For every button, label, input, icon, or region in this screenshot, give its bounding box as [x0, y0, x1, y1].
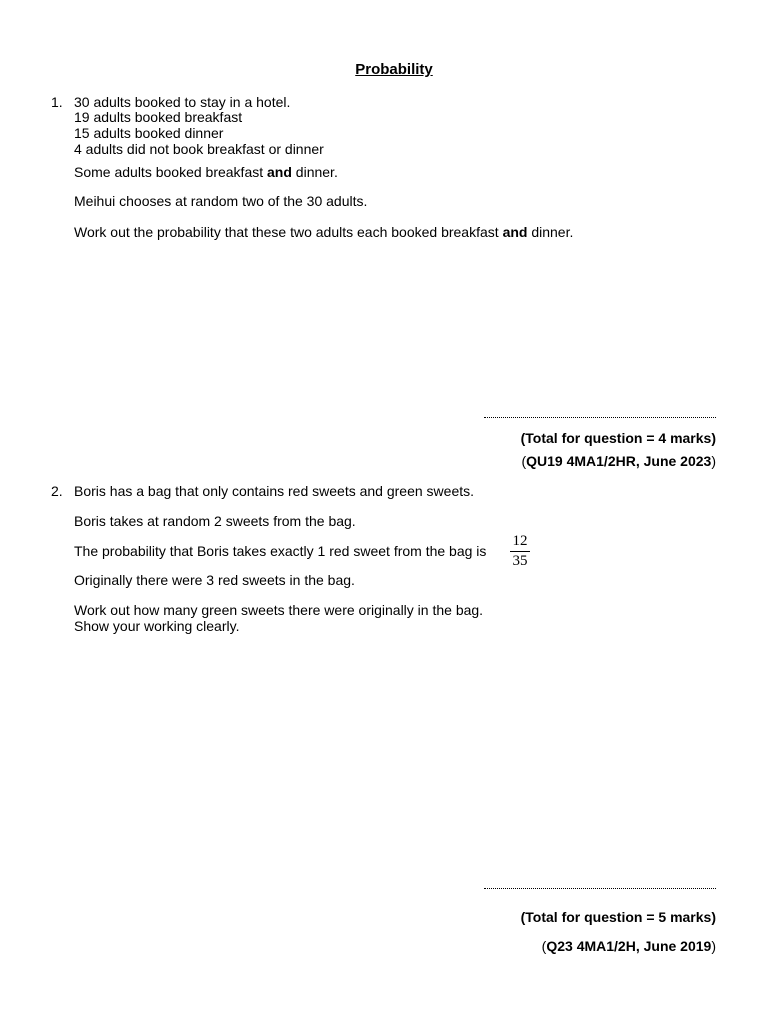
q2-paragraph-5-line-2: Show your working clearly.	[74, 618, 240, 634]
q2-source-close: )	[711, 938, 716, 954]
q1-p1-text-b: dinner.	[291, 164, 338, 180]
q1-p3-bold: and	[502, 224, 528, 240]
q2-paragraph-4: Originally there were 3 red sweets in the bag.	[74, 572, 355, 588]
q1-line-4: 4 adults did not book breakfast or dinner	[74, 141, 324, 157]
q2-paragraph-1: Boris has a bag that only contains red sweets and green sweets.	[74, 483, 475, 499]
q1-source	[521, 453, 716, 469]
q2-source-open: (	[541, 938, 547, 954]
q1-p3-text-a: Work out the probability that these two adults each booked breakfast	[74, 224, 503, 240]
q2-paragraph-5-line-1: Work out how many green sweets there were originally in the bag.	[74, 602, 484, 618]
question-1-number: 1.	[51, 94, 63, 110]
q2-source-text: Q23 4MA1/2H, June 2019	[546, 938, 712, 954]
q2-source	[542, 938, 716, 954]
q1-source-close: )	[711, 453, 716, 469]
question-2-number: 2.	[51, 483, 63, 499]
q2-paragraph-3: The probability that Boris takes exactly 1 red sweet from the bag is	[74, 543, 487, 559]
q1-total-marks: (Total for question = 4 marks)	[520, 430, 716, 446]
q1-p1-bold: and	[267, 164, 292, 180]
q2-total-marks: (Total for question = 5 marks)	[520, 909, 716, 925]
q1-p1-text-a: Some adults booked breakfast	[74, 164, 268, 180]
q1-line-3: 15 adults booked dinner	[74, 125, 224, 141]
q1-paragraph-1	[74, 164, 338, 180]
q1-paragraph-2: Meihui chooses at random two of the 30 adults.	[74, 193, 368, 209]
q2-answer-line[interactable]	[484, 888, 716, 889]
q1-p3-text-b: dinner.	[527, 224, 574, 240]
q1-source-open: (	[521, 453, 527, 469]
q1-answer-line[interactable]	[484, 417, 716, 418]
q1-source-text: QU19 4MA1/2HR, June 2023	[526, 453, 712, 469]
q2-probability-fraction	[510, 533, 530, 570]
q1-line-2: 19 adults booked breakfast	[74, 109, 243, 125]
q1-line-1: 30 adults booked to stay in a hotel.	[74, 94, 291, 110]
q1-paragraph-3	[74, 224, 573, 240]
fraction-bar	[510, 551, 530, 552]
q2-paragraph-2: Boris takes at random 2 sweets from the bag.	[74, 513, 356, 529]
page-title: Probability	[355, 61, 433, 78]
fraction-numerator: 12	[512, 533, 528, 549]
fraction-denominator: 35	[512, 553, 528, 569]
